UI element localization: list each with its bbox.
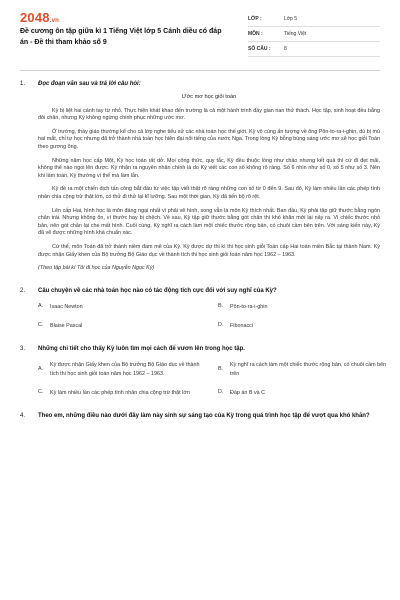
question-header [20,287,380,295]
info-value: Lớp 5 [284,16,298,22]
answer-option-a[interactable] [38,303,208,312]
question-prompt: Đọc đoạn văn sau và trả lời câu hỏi: [38,81,141,87]
info-label: LỚP : [248,16,262,22]
passage-paragraph: Lên cấp Hai, hình học là môn đáng ngại nhất vì phải vẽ hình, song vẫn là môn Kỳ thích nhất. Ban đầu, Kỳ phải tập giữ thước bằng ngón chân trái. Nhưng không ổn, vì thước hay bị chệch. Về sau, Kỳ tập giữ thước bằng gót chân thì khó khăn mới lại nảy ra. Vì chiếc thước nhỏ bản, nên gót chân lại che mất hình. Cuối cùng, Kỳ nghĩ ra cách làm một chiếc thước rộng bản, có chuôi cầm bên trên. Với sáng kiến này, Kỳ đã vẽ được những hình khá chuẩn xác. [38,207,380,237]
option-text: Kỳ nghĩ ra cách làm một chiếc thước rộng bản, có chuôi cầm bên trên [230,361,387,377]
page-header [0,0,400,64]
question-header [20,345,380,353]
passage [20,94,380,273]
info-value: Tiếng Việt [284,31,307,37]
info-row-count [248,42,380,57]
question-prompt: Theo em, những điều nào dưới đây làm nảy sinh sự sáng tạo của Kỳ trong quá trình học tập để vượt qua khó khăn? [38,412,370,419]
option-text: Kỳ được nhận Giấy khen của Bộ trưởng Bộ Giáo dục về thành tích thi học sinh giỏi toán năm học 1962 – 1963. [50,361,200,377]
question-prompt: Những chi tiết cho thấy Kỳ luôn tìm mọi cách để vươn lên trong học tập. [38,345,245,352]
answer-option-d[interactable] [218,389,388,398]
passage-title: Ước mơ học giỏi toán [181,94,237,100]
option-text: Kỳ làm nhiều lần các phép tính nhân chia cộng trừ thật lớn [50,389,190,396]
header-divider [20,70,380,71]
option-letter: B. [218,365,224,372]
info-value: 8 [284,46,287,52]
option-text: Đáp án B và C [230,389,266,396]
answer-option-a[interactable] [38,361,208,379]
question-2 [20,287,380,331]
option-letter: C. [38,322,44,329]
option-letter: D. [218,322,224,329]
answer-option-b[interactable] [218,303,388,312]
question-4 [20,412,380,420]
passage-credit: (Theo tập bài kí Tôi đi học của Nguyễn Ngọc Ký) [38,265,155,272]
answer-options [20,361,387,398]
option-letter: D. [218,389,224,396]
info-label: MÔN : [248,31,263,37]
answer-option-d[interactable] [218,322,388,331]
passage-paragraph: Kỳ bị liệt hai cánh tay từ nhỏ. Thực hiện khát khao đến trường là cả một hành trình đầy gian nan thử thách. Học tập, sinh hoạt đều bằng đôi chân, nhưng Kỳ không ngừng chinh phục những ước mơ. [38,107,380,122]
question-3 [20,345,387,398]
logo-main: 2048 [20,10,50,25]
document-title: Đề cương ôn tập giữa kì 1 Tiếng Việt lớp 5 Cánh diều có đáp án - Đề thi tham khảo số 9 [20,28,222,46]
passage-paragraph: Cứ thế, môn Toán đã trở thành niềm đam mê của Kỳ. Kỳ được dự thi kì thi học sinh giỏi Toán cấp Hai toàn miền Bắc tại thành Nam. Kỳ được nhận Giấy khen của Bộ trưởng Bộ Giáo dục về thành tích thi học sinh giỏi toán năm học 1962 – 1963. [38,243,380,258]
question-number: 1. [20,81,26,87]
option-text: Isaac Newton [50,303,83,310]
passage-paragraph: Ở trường, thầy giáo thường kể cho cả lớp nghe tiểu sử các nhà toán học thế giới. Kỳ vô cùng ấn tượng về ông Pôn-to-ra-i-ghin, dù bị mù hai mắt, chỉ tự học nhưng đã trở thành nhà toán học hiện đại nổi tiếng của nước Nga. Trong lòng Kỳ bỗng bùng sáng ước mơ sẽ học giỏi Toán theo gương ông. [38,128,380,150]
logo-suffix: .vn [49,18,60,24]
option-letter: B. [218,303,224,310]
option-text: Blaise Pascal [50,322,83,329]
site-logo[interactable] [20,10,59,25]
question-number: 2. [20,287,26,294]
question-list [20,80,387,430]
answer-option-c[interactable] [38,322,208,331]
option-letter: A. [38,365,44,372]
answer-option-c[interactable] [38,389,208,398]
question-number: 3. [20,345,26,352]
passage-paragraph: Những năm học cấp Một, Kỳ học toán rất dở. Mọi công thức, quy tắc, Kỳ đều thuộc lòng như cháo nhưng kết quả thì cứ đì đẹt mãi, không thể nào ngoi lên được. Kỳ nhận ra nguyên nhân chính là do Kỳ viết các con số không rõ ràng. Số 6 nhìn như số 0, số 5 như số 3. Nên khi làm toán, Kỳ thường vì thế mà lầm lẫn. [38,157,380,179]
option-letter: A. [38,303,44,310]
question-number: 4. [20,412,26,419]
info-row-class [248,12,380,27]
question-1 [20,80,380,273]
answer-option-b[interactable] [218,361,388,379]
info-row-subject [248,27,380,42]
answer-options [20,303,380,331]
option-text: Pôn-to-ra-i-ghin [230,303,268,310]
option-letter: C. [38,389,44,396]
option-text: Fibonacci [230,322,254,329]
question-header [20,412,380,420]
info-label: SỐ CÂU : [248,46,271,52]
question-prompt: Câu chuyện về các nhà toán học nào có tác động tích cực đối với suy nghĩ của Kỳ? [38,287,277,294]
question-header [20,80,380,88]
passage-paragraph: Kỳ đề ra một chiến dịch tấn công bắt đầu từ việc tập viết thật rõ ràng những con số từ 0 đến 9. Sau đó, Kỳ làm nhiều lần các phép tính nhân chia cộng trừ thật lớn, có thử đi thử lại kĩ lưỡng. Sau một thời gian, Kỳ đã tiến bộ rõ rệt. [38,186,380,200]
info-box [248,12,380,57]
